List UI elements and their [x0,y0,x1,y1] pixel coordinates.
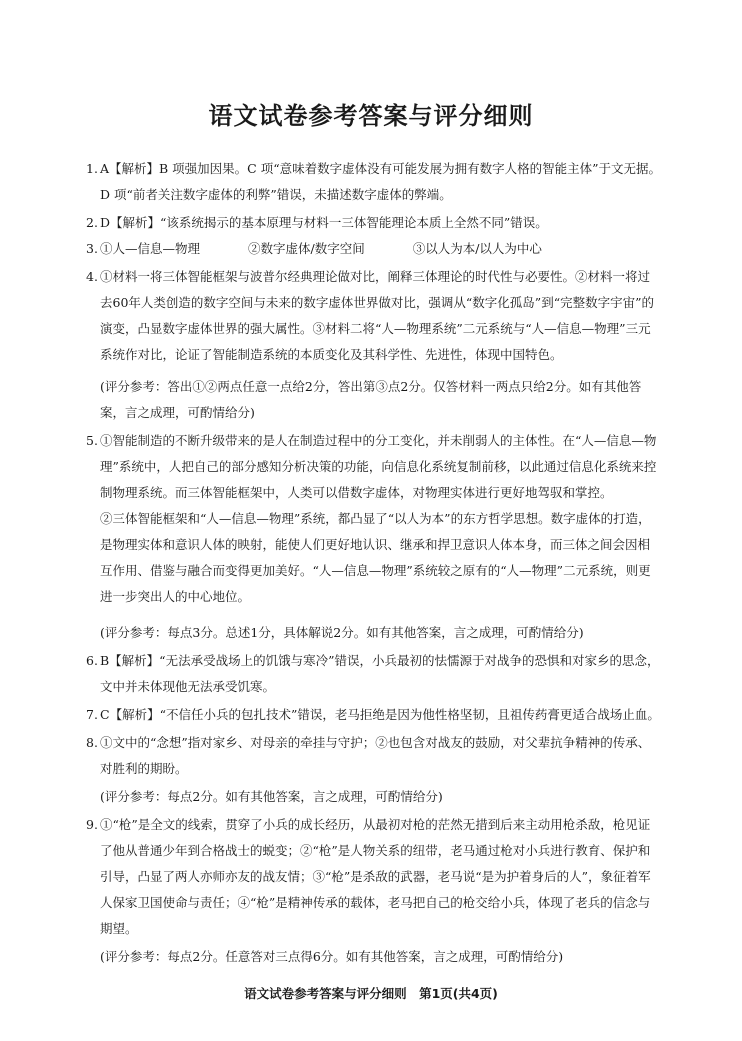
page-title: 语文试卷参考答案与评分细则 [208,102,534,130]
item-text: ①文中的“念想”指对家乡、对母亲的牵挂与守护；②也包含对战友的鼓励，对父辈抗争精神的传承、对胜利的期盼。 [100,735,651,776]
answer-item-8 [86,730,662,782]
answer-item-5 [86,428,662,610]
answer-item-9 [86,812,662,942]
answer-item-3 [86,236,662,262]
scoring-note-4: (评分参考：答出①②两点任意一点给2分，答出第③点2分。仅答材料一两点只给2分。如有其他答案，言之成理，可酌情给分) [100,379,642,420]
item-number: 7. [86,707,98,722]
answer-item-4 [86,264,662,368]
answer-item-2 [86,210,662,236]
item-text-2: ②三体智能框架和“人—信息—物理”系统，都凸显了“以人为本”的东方哲学思想。数字虚体的打造，是物理实体和意识人体的映射，能使人们更好地认识、继承和捍卫意识人体本身，而三体之间会因相互作用、借鉴与融合而变得更加美好。“人—信息—物理”系统较之原有的“人—物理”二元系统，则更进一步突出人的中心地位。 [100,511,651,604]
item-number: 6. [86,653,98,668]
item-text: ①智能制造的不断升级带来的是人在制造过程中的分工变化，并未削弱人的主体性。在“人—信息—物理”系统中，人把自己的部分感知分析决策的功能，向信息化系统复制前移，以此通过信息化系统来控制物理系统。而三体智能框架中，人类可以借数字虚体，对物理实体进行更好地驾驭和掌控。 [100,433,657,500]
scoring-note-5: (评分参考：每点3分。总述1分，具体解说2分。如有其他答案，言之成理，可酌情给分) [100,625,584,640]
item-number: 3. [86,241,98,256]
item-number: 9. [86,817,98,832]
item-text: A【解析】B 项强加因果。C 项“意味着数字虚体没有可能发展为拥有数字人格的智能主体”于文无据。D 项“前者关注数字虚体的利弊”错误，未描述数字虚体的弊端。 [100,161,662,202]
scoring-note-8: (评分参考：每点2分。如有其他答案，言之成理，可酌情给分) [100,789,443,804]
item-text: ①“枪”是全文的线索，贯穿了小兵的成长经历，从最初对枪的茫然无措到后来主动用枪杀敌，枪见证了他从普通少年到合格战士的蜕变；②“枪”是人物关系的纽带，老马通过枪对小兵进行教育、保护和引导，凸显了两人亦师亦友的战友情；③“枪”是杀敌的武器，老马说“是为护着身后的人”，象征着军人保家卫国使命与责任；④“枪”是精神传承的载体，老马把自己的枪交给小兵，体现了老兵的信念与期望。 [100,817,651,936]
item-part: ①人—信息—物理 [100,241,201,256]
scoring-note-9: (评分参考：每点2分。任意答对三点得6分。如有其他答案，言之成理，可酌情给分) [100,949,564,964]
item-text: D【解析】“该系统揭示的基本原理与材料一三体智能理论本质上全然不同”错误。 [100,215,548,230]
page-footer: 语文试卷参考答案与评分细则 第1页(共4页) [244,986,498,1001]
item-number: 1. [86,161,98,176]
item-number: 4. [86,269,98,284]
answer-item-7 [86,702,662,728]
item-number: 2. [86,215,98,230]
item-part: ③以人为本/以人为中心 [412,241,542,256]
item-part: ②数字虚体/数字空间 [248,241,365,256]
answer-item-6 [86,648,662,700]
answer-item-1 [86,156,662,208]
item-text: B【解析】“无法承受战场上的饥饿与寒冷”错误，小兵最初的怯懦源于对战争的恐惧和对家乡的思念，文中并未体现他无法承受饥寒。 [100,653,660,694]
item-number: 5. [86,433,98,448]
item-text: ①材料一将三体智能框架与波普尔经典理论做对比，阐释三体理论的时代性与必要性。②材料一将过去60年人类创造的数字空间与未来的数字虚体世界做对比，强调从“数字化孤岛”到“完整数字宇宙”的演变，凸显数字虚体世界的强大属性。③材料二将“人—物理系统”二元系统与“人—信息—物理”三元系统作对比，论证了智能制造系统的本质变化及其科学性、先进性，体现中国特色。 [100,269,654,362]
item-text: C【解析】“不信任小兵的包扎技术”错误，老马拒绝是因为他性格坚韧，且祖传药膏更适合战场止血。 [100,707,660,722]
item-number: 8. [86,735,98,750]
